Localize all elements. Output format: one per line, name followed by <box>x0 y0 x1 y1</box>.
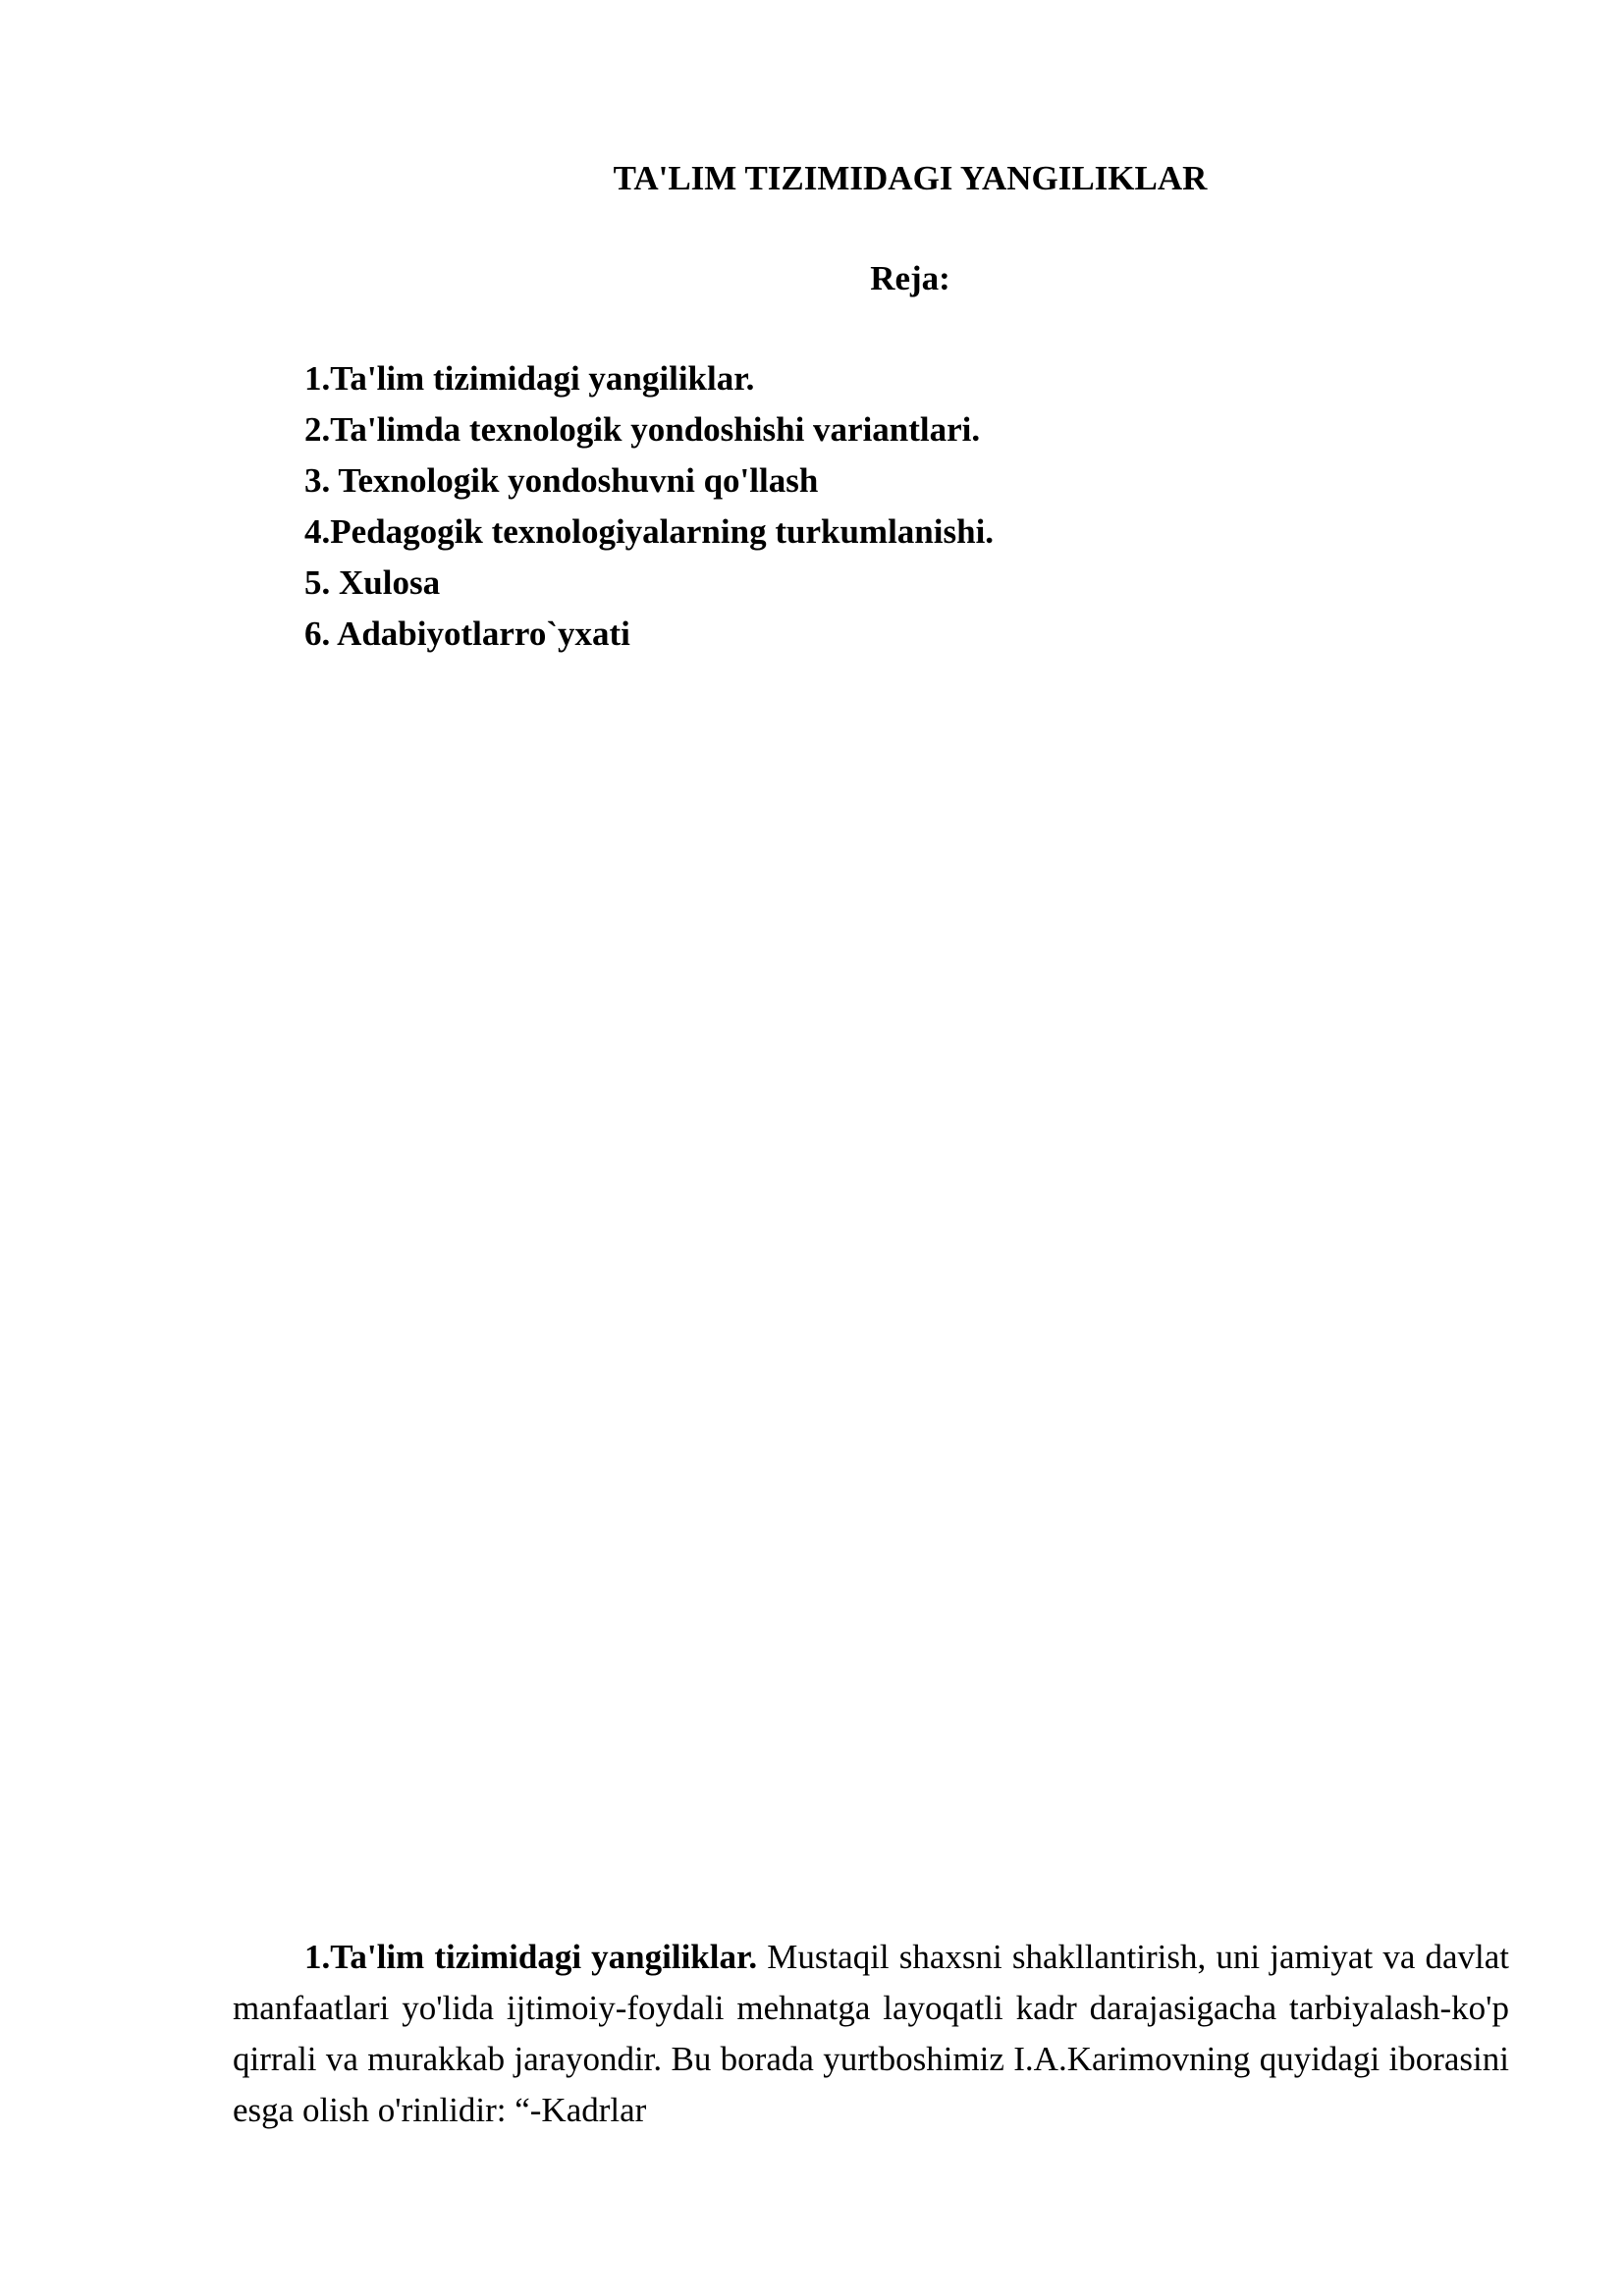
plan-item-5: 5. Xulosa <box>304 563 441 602</box>
section-1-text: Mustaqil shaxsni shakllantirish, uni jamiyat va davlat manfaatlari yo'lida ijtimoiy-foydali mehnatga layoqatli kadr darajasigacha tarbiyalash-ko'p qirrali va murakkab jarayondir. Bu borada yurtboshimiz I.A.Karimovning quyidagi iborasini esga olish o'rinlidir: “-Kadrlar <box>233 1938 1509 2129</box>
document-title: TA'LIM TIZIMIDAGI YANGILIKLAR <box>613 159 1208 197</box>
plan-item-6: 6. Adabiyotlarro`yxati <box>304 614 630 653</box>
section-1-heading: 1.Ta'lim tizimidagi yangiliklar. <box>304 1938 758 1976</box>
section-1-paragraph <box>233 1932 1509 2136</box>
plan-item-4: 4.Pedagogik texnologiyalarning turkumlanishi. <box>304 512 995 551</box>
plan-heading: Reja: <box>870 259 950 297</box>
plan-item-1: 1.Ta'lim tizimidagi yangiliklar. <box>304 359 755 398</box>
plan-item-2: 2.Ta'limda texnologik yondoshishi variantlari. <box>304 410 981 449</box>
plan-list <box>304 353 994 660</box>
plan-item-3: 3. Texnologik yondoshuvni qo'llash <box>304 461 819 500</box>
